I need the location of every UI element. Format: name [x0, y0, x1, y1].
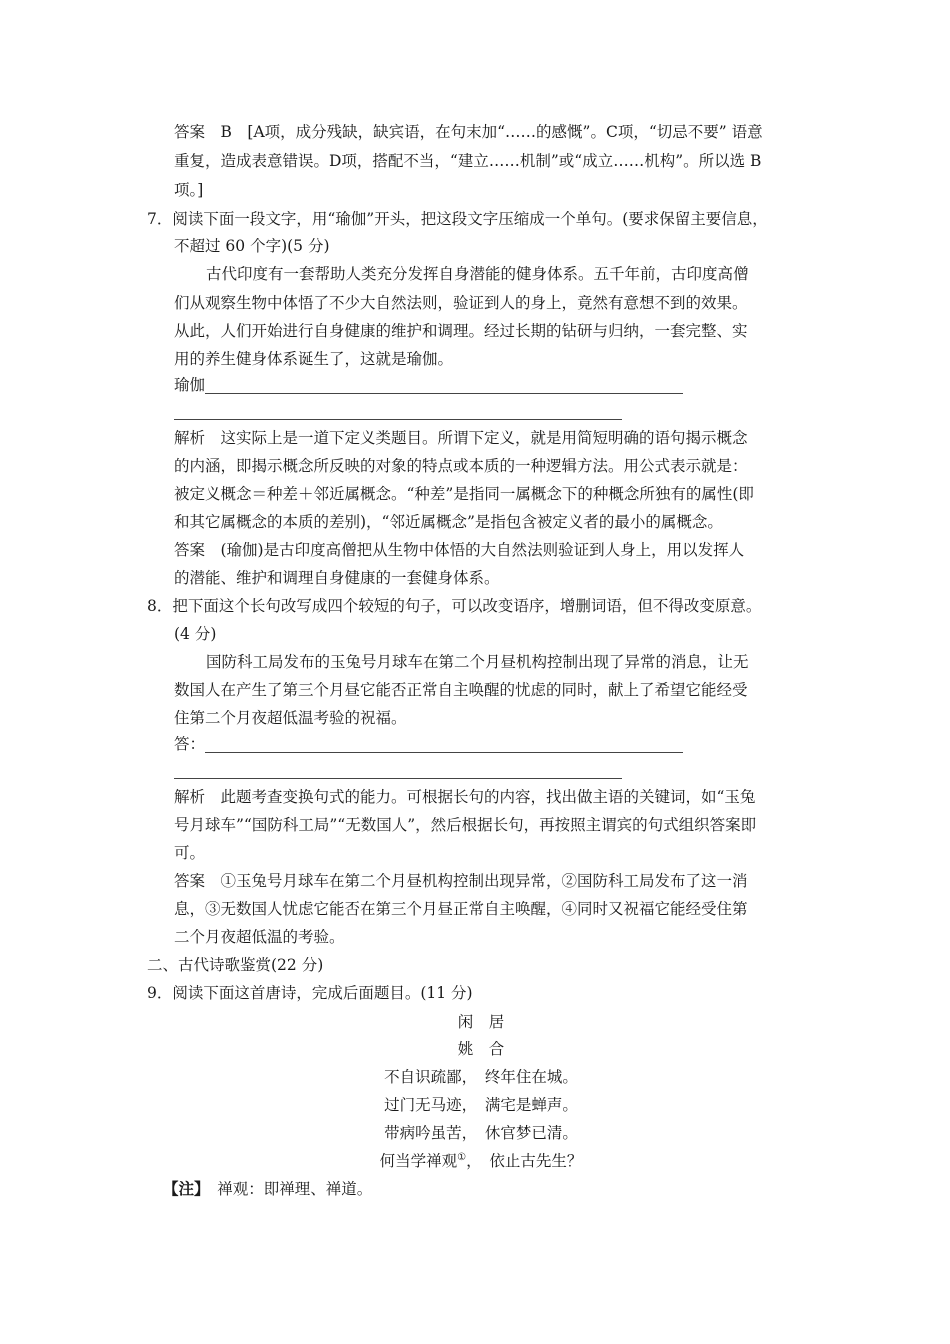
footnote-marker: ① — [457, 1151, 467, 1163]
q7-stem-line-1: 7．阅读下面一段文字，用“瑜伽”开头，把这段文字压缩成一个单句。(要求保留主要信息， — [147, 210, 768, 228]
poem-line-3: 带病吟虽苦， 休官梦已清。 — [384, 1124, 578, 1142]
q8-stem-line-2: (4 分) — [174, 625, 217, 643]
poem-note-text: 禅观：即禅理、禅道。 — [201, 1180, 373, 1198]
q7-passage-line-2: 们从观察生物中体悟了不少大自然法则，验证到人的身上，竟然有意想不到的效果。 — [174, 294, 748, 312]
poem-line-2: 过门无马迹， 满宅是蝉声。 — [384, 1096, 578, 1114]
q8-analysis-line-2: 号月球车”“国防科工局”“无数国人”，然后根据长句，再按照主谓宾的句式组织答案即 — [174, 816, 757, 834]
q8-answer-line-3: 二个月夜超低温的考验。 — [174, 928, 345, 946]
poem-note — [163, 1178, 372, 1200]
q8-answer-blank-2[interactable] — [174, 778, 622, 779]
q7-analysis-line-4: 和其它属概念的本质的差别)，“邻近属概念”是指包含被定义者的最小的属概念。 — [174, 513, 723, 531]
q7-passage-line-1: 古代印度有一套帮助人类充分发挥自身潜能的健身体系。五千年前，古印度高僧 — [206, 265, 749, 283]
q7-answer-line-1: 答案 (瑜伽)是古印度高僧把从生物中体悟的大自然法则验证到人身上，用以发挥人 — [174, 541, 745, 559]
q7-answer-line-2: 的潜能、维护和调理自身健康的一套健身体系。 — [174, 569, 500, 587]
q9-stem: 9．阅读下面这首唐诗，完成后面题目。(11 分) — [147, 984, 473, 1002]
poem-note-label: 【注】 — [163, 1179, 202, 1198]
q8-answer-prompt: 答： — [174, 735, 206, 753]
poem-line-4-part-1: 何当学禅观 — [379, 1152, 458, 1170]
q8-analysis-line-1: 解析 此题考查变换句式的能力。可根据长句的内容，找出做主语的关键词，如“玉兔 — [174, 788, 756, 806]
poem-title: 闲 居 — [457, 1013, 505, 1031]
q8-answer-line-2: 息，③无数国人忧虑它能否在第三个月昼正常自主唤醒，④同时又祝福它能经受住第 — [174, 900, 748, 918]
q8-answer-blank-1[interactable] — [205, 752, 683, 753]
q8-passage-line-3: 住第二个月夜超低温考验的祝福。 — [174, 709, 407, 727]
q7-passage-line-3: 从此，人们开始进行自身健康的维护和调理。经过长期的钻研与归纳，一套完整、实 — [174, 322, 748, 340]
q7-answer-blank-2[interactable] — [174, 419, 622, 420]
q7-analysis-line-1: 解析 这实际上是一道下定义类题目。所谓下定义，就是用简短明确的语句揭示概念 — [174, 429, 748, 447]
q8-answer-line-1: 答案 ①玉兔号月球车在第二个月昼机构控制出现异常，②国防科工局发布了这一消 — [174, 872, 748, 890]
section-2-heading: 二、古代诗歌鉴赏(22 分) — [147, 956, 324, 974]
q7-answer-blank-1[interactable] — [205, 393, 683, 394]
q7-passage-line-4: 用的养生健身体系诞生了，这就是瑜伽。 — [174, 350, 454, 368]
q8-stem-line-1: 8．把下面这个长句改写成四个较短的句子，可以改变语序，增删词语，但不得改变原意。 — [147, 597, 762, 615]
q6-answer-line-3: 项。] — [174, 181, 204, 199]
poem-author: 姚 合 — [457, 1040, 505, 1058]
q8-passage-line-1: 国防科工局发布的玉兔号月球车在第二个月昼机构控制出现了异常的消息，让无 — [206, 653, 749, 671]
q8-analysis-line-3: 可。 — [174, 844, 206, 862]
q7-answer-prompt: 瑜伽 — [174, 376, 206, 394]
q7-stem-line-2: 不超过 60 个字)(5 分) — [174, 237, 330, 255]
poem-line-4 — [300, 1150, 662, 1172]
q6-answer-line-1: 答案 B [A项，成分残缺，缺宾语，在句末加“……的感慨”。C项，“切忌不要” 语意 — [174, 123, 763, 141]
q7-analysis-line-2: 的内涵，即揭示概念所反映的对象的特点或本质的一种逻辑方法。用公式表示就是： — [174, 457, 748, 475]
q8-passage-line-2: 数国人在产生了第三个月昼它能否正常自主唤醒的忧虑的同时，献上了希望它能经受 — [174, 681, 748, 699]
q7-analysis-line-3: 被定义概念＝种差＋邻近属概念。“种差”是指同一属概念下的种概念所独有的属性(即 — [174, 485, 754, 503]
poem-line-1: 不自识疏鄙， 终年住在城。 — [384, 1068, 578, 1086]
q6-answer-line-2: 重复，造成表意错误。D项，搭配不当，“建立……机制”或“成立……机构”。所以选 B — [174, 152, 762, 170]
poem-line-4-part-2: ， 依止古先生？ — [466, 1152, 583, 1170]
